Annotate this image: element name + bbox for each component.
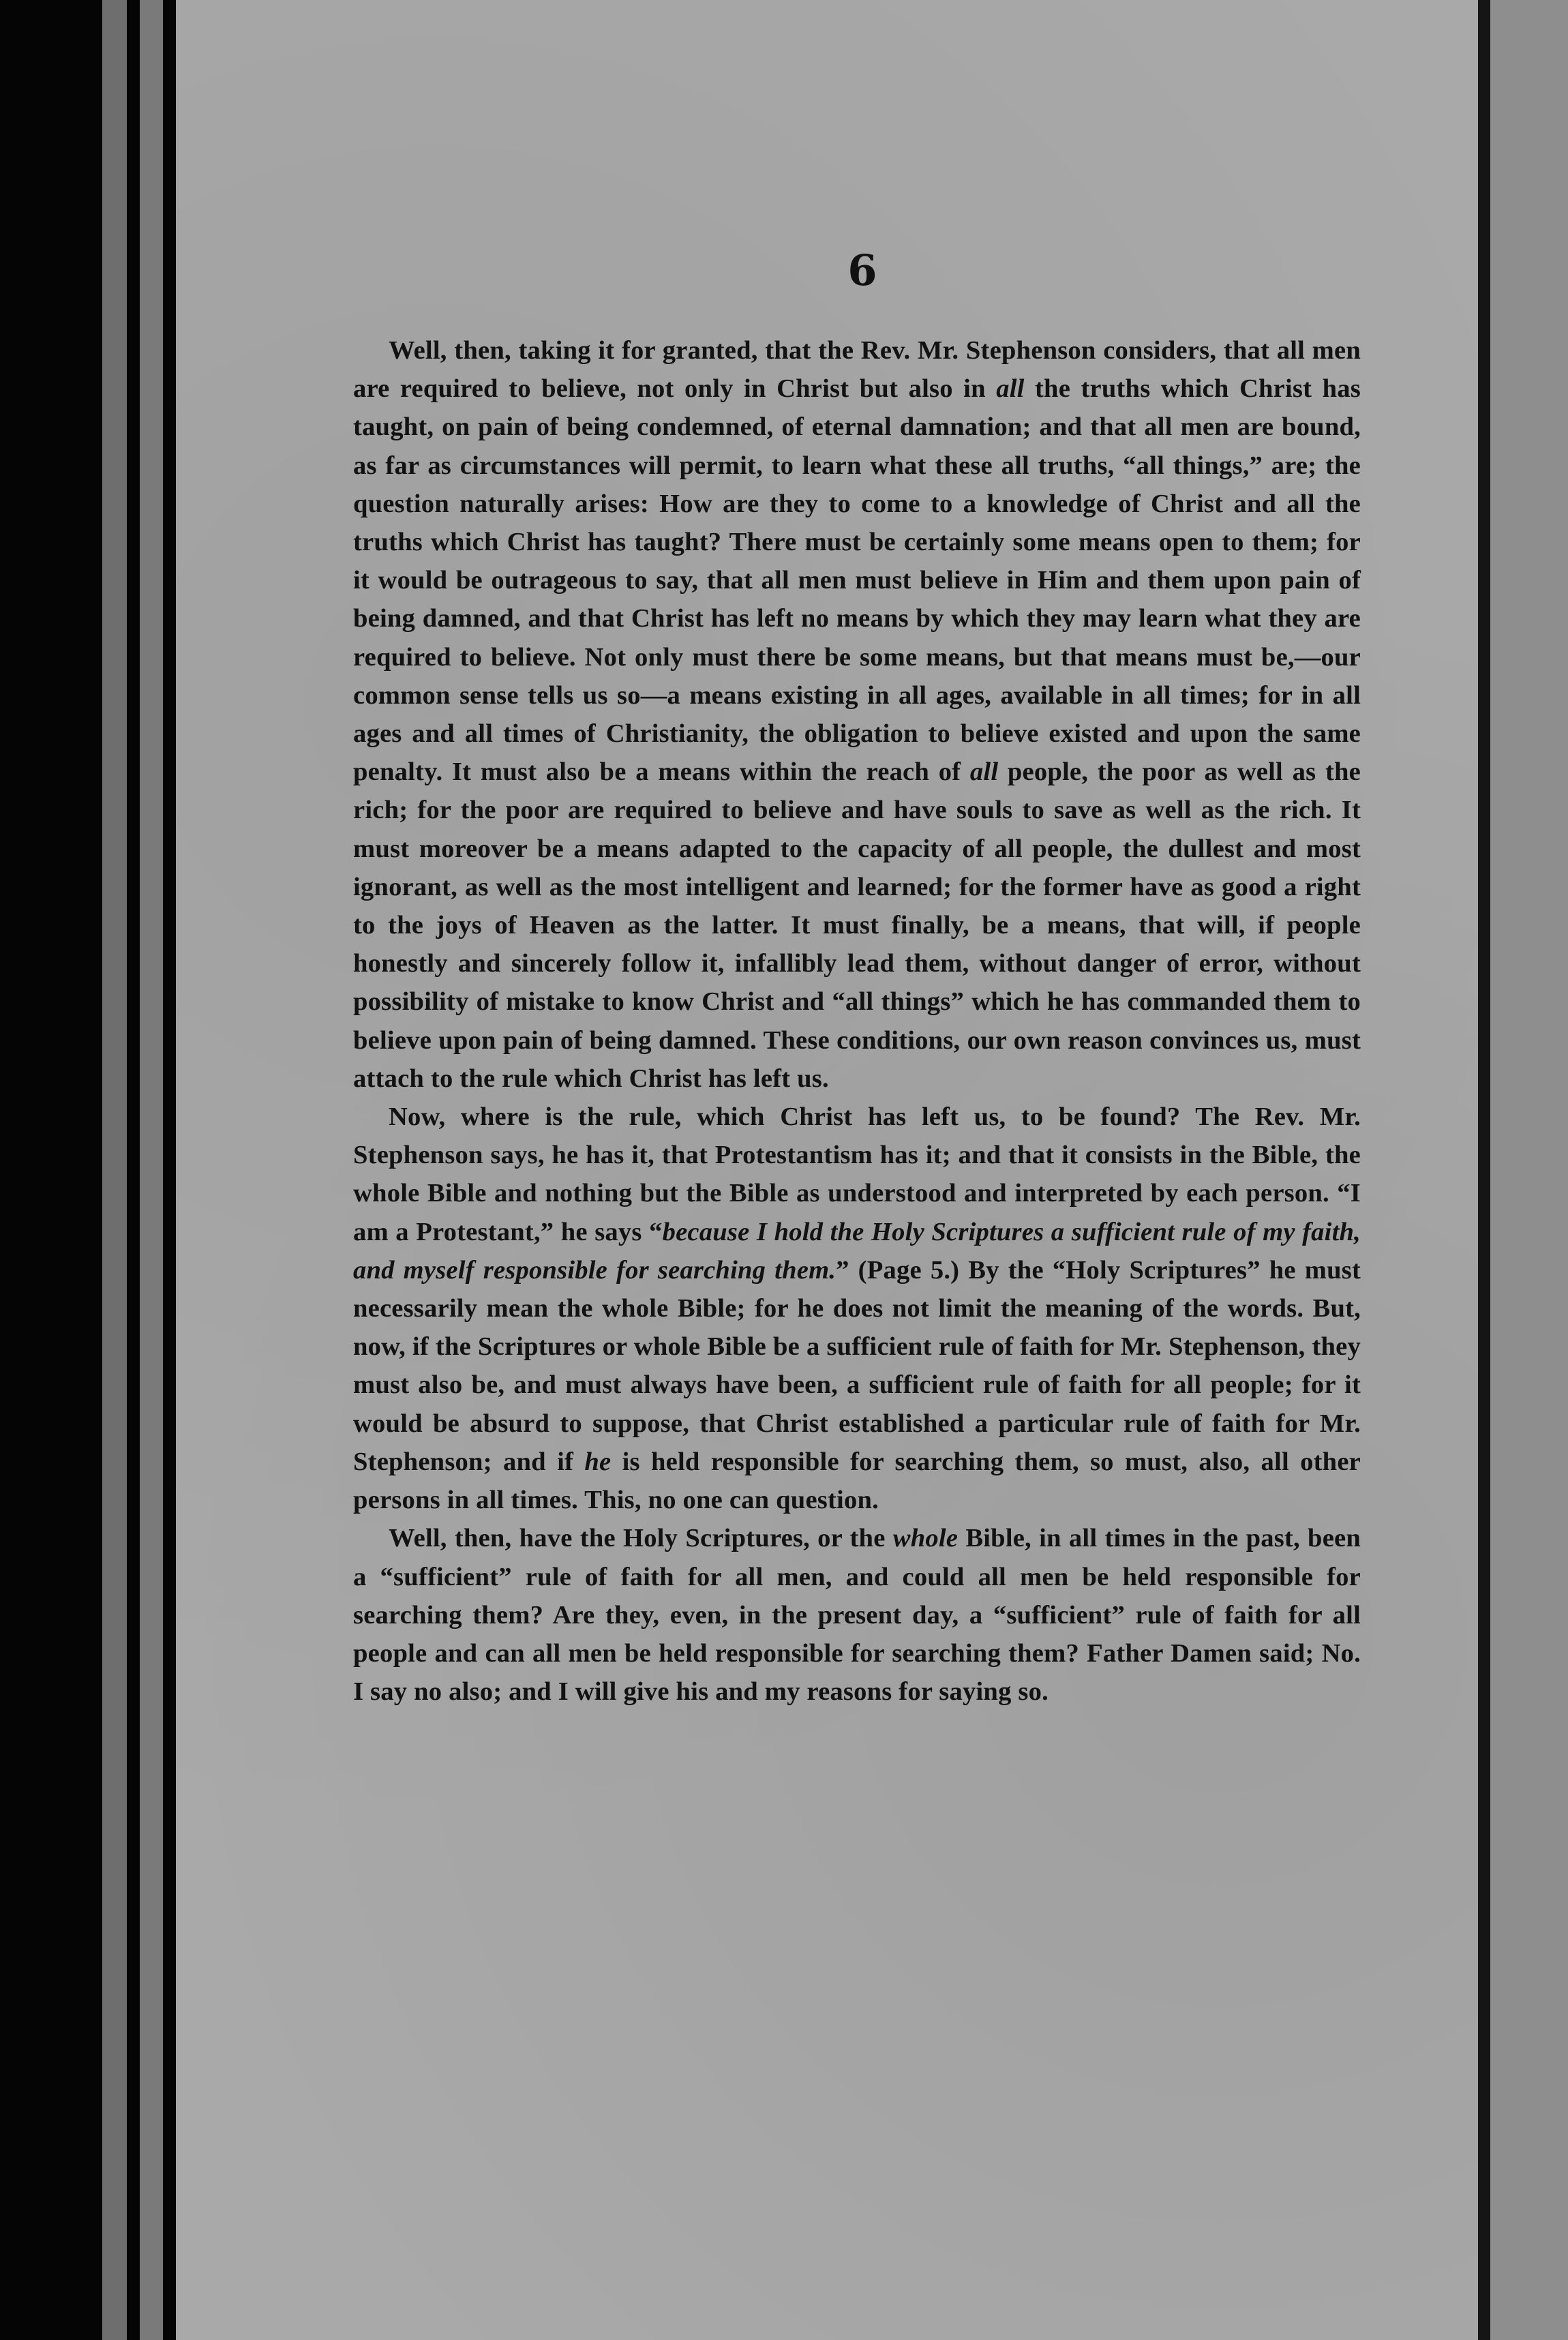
paragraph-1 xyxy=(353,331,1361,1098)
paragraph-1-part-3: people, the poor as well as the rich; for the poor are required to believe and have souls to save as well as the rich. It must moreover be a means adapted to the capacity of all people, the dullest and most ignorant, as well as the most intelligent and learned; for the former have as good a right to the joys of Heaven as the latter. It must finally, be a means, that will, if people honestly and sincerely follow it, infallibly lead them, without danger of error, without possibility of mistake to know Christ and “all things” which he has commanded them to believe upon pain of being damned. These conditions, our own reason convinces us, must attach to the rule which Christ has left us. xyxy=(353,758,1361,1093)
paragraph-3 xyxy=(353,1519,1361,1711)
paragraph-1-italic-1: all xyxy=(996,374,1025,404)
paragraph-1-part-1: Well, then, taking it for granted, that the Rev. Mr. Stephenson considers, that all men are required to believe, not only in Christ but also in xyxy=(353,336,1361,404)
page-edge-left-inner xyxy=(140,0,163,2340)
paragraph-1-part-2: the truths which Christ has taught, on pain of being condemned, of eternal damnation; and that all men are bound, as far as circumstances will permit, to learn what these all truths, “all things,” are; the question naturally arises: How are they to come to a knowledge of Christ and all the truths which Christ has taught? There must be certainly some means open to them; for it would be outrageous to say, that all men must believe in Him and them upon pain of being damned, and that Christ has left no means by which they may learn what they are required to believe. Not only must there be some means, but that means must be,—our common sense tells us so—a means existing in all ages, available in all times; for in all ages and all times of Christianity, the obligation to believe existed and upon the same penalty. It must also be a means within the reach of xyxy=(353,374,1361,787)
paragraph-3-part-1: Well, then, have the Holy Scriptures, or the xyxy=(389,1524,893,1553)
paragraph-2 xyxy=(353,1098,1361,1519)
paragraph-1-italic-2: all xyxy=(969,758,999,787)
body-text xyxy=(353,331,1361,1711)
page-edge-left-outer xyxy=(102,0,127,2340)
page-edge-right xyxy=(1479,0,1568,2340)
paragraph-2-italic-he: he xyxy=(584,1447,612,1476)
paragraph-2-part-1: Now, where is the rule, which Christ has left us, to be found? The Rev. Mr. Stephenson says, he has it, that Protestantism has it; and that it consists in the Bible, the whole Bible and nothing but the Bible as understood and interpreted by each person. “I am a Protestant,” he says “ xyxy=(353,1102,1361,1246)
gutter-shadow xyxy=(1478,0,1490,2340)
paragraph-3-part-2: Bible, in all times in the past, been a “sufficient” rule of faith for all men, and could all men be held responsible for searching them? Are they, even, in the present day, a “sufficient” rule of faith for all people and can all men be held responsible for searching them? Father Damen said; No. I say no also; and I will give his and my reasons for saying so. xyxy=(353,1524,1361,1707)
paragraph-2-part-2: ” (Page 5.) By the “Holy Scriptures” he must necessarily mean the whole Bible; for he does not limit the meaning of the words. But, now, if the Scriptures or whole Bible be a sufficient rule of faith for Mr. Stephenson, they must also be, and must always have been, a sufficient rule of faith for all people; for it would be absurd to suppose, that Christ established a particular rule of faith for Mr. Stephenson; and if xyxy=(353,1255,1361,1476)
paragraph-3-italic-whole: whole xyxy=(892,1524,959,1553)
page-number: 6 xyxy=(847,245,877,295)
paragraph-2-part-3: is held responsible for searching them, so must, also, all other persons in all times. This, no one can question. xyxy=(353,1447,1361,1515)
paragraph-2-quotation: because I hold the Holy Scriptures a sufficient rule of my faith, and myself responsible for searching them. xyxy=(353,1217,1361,1285)
